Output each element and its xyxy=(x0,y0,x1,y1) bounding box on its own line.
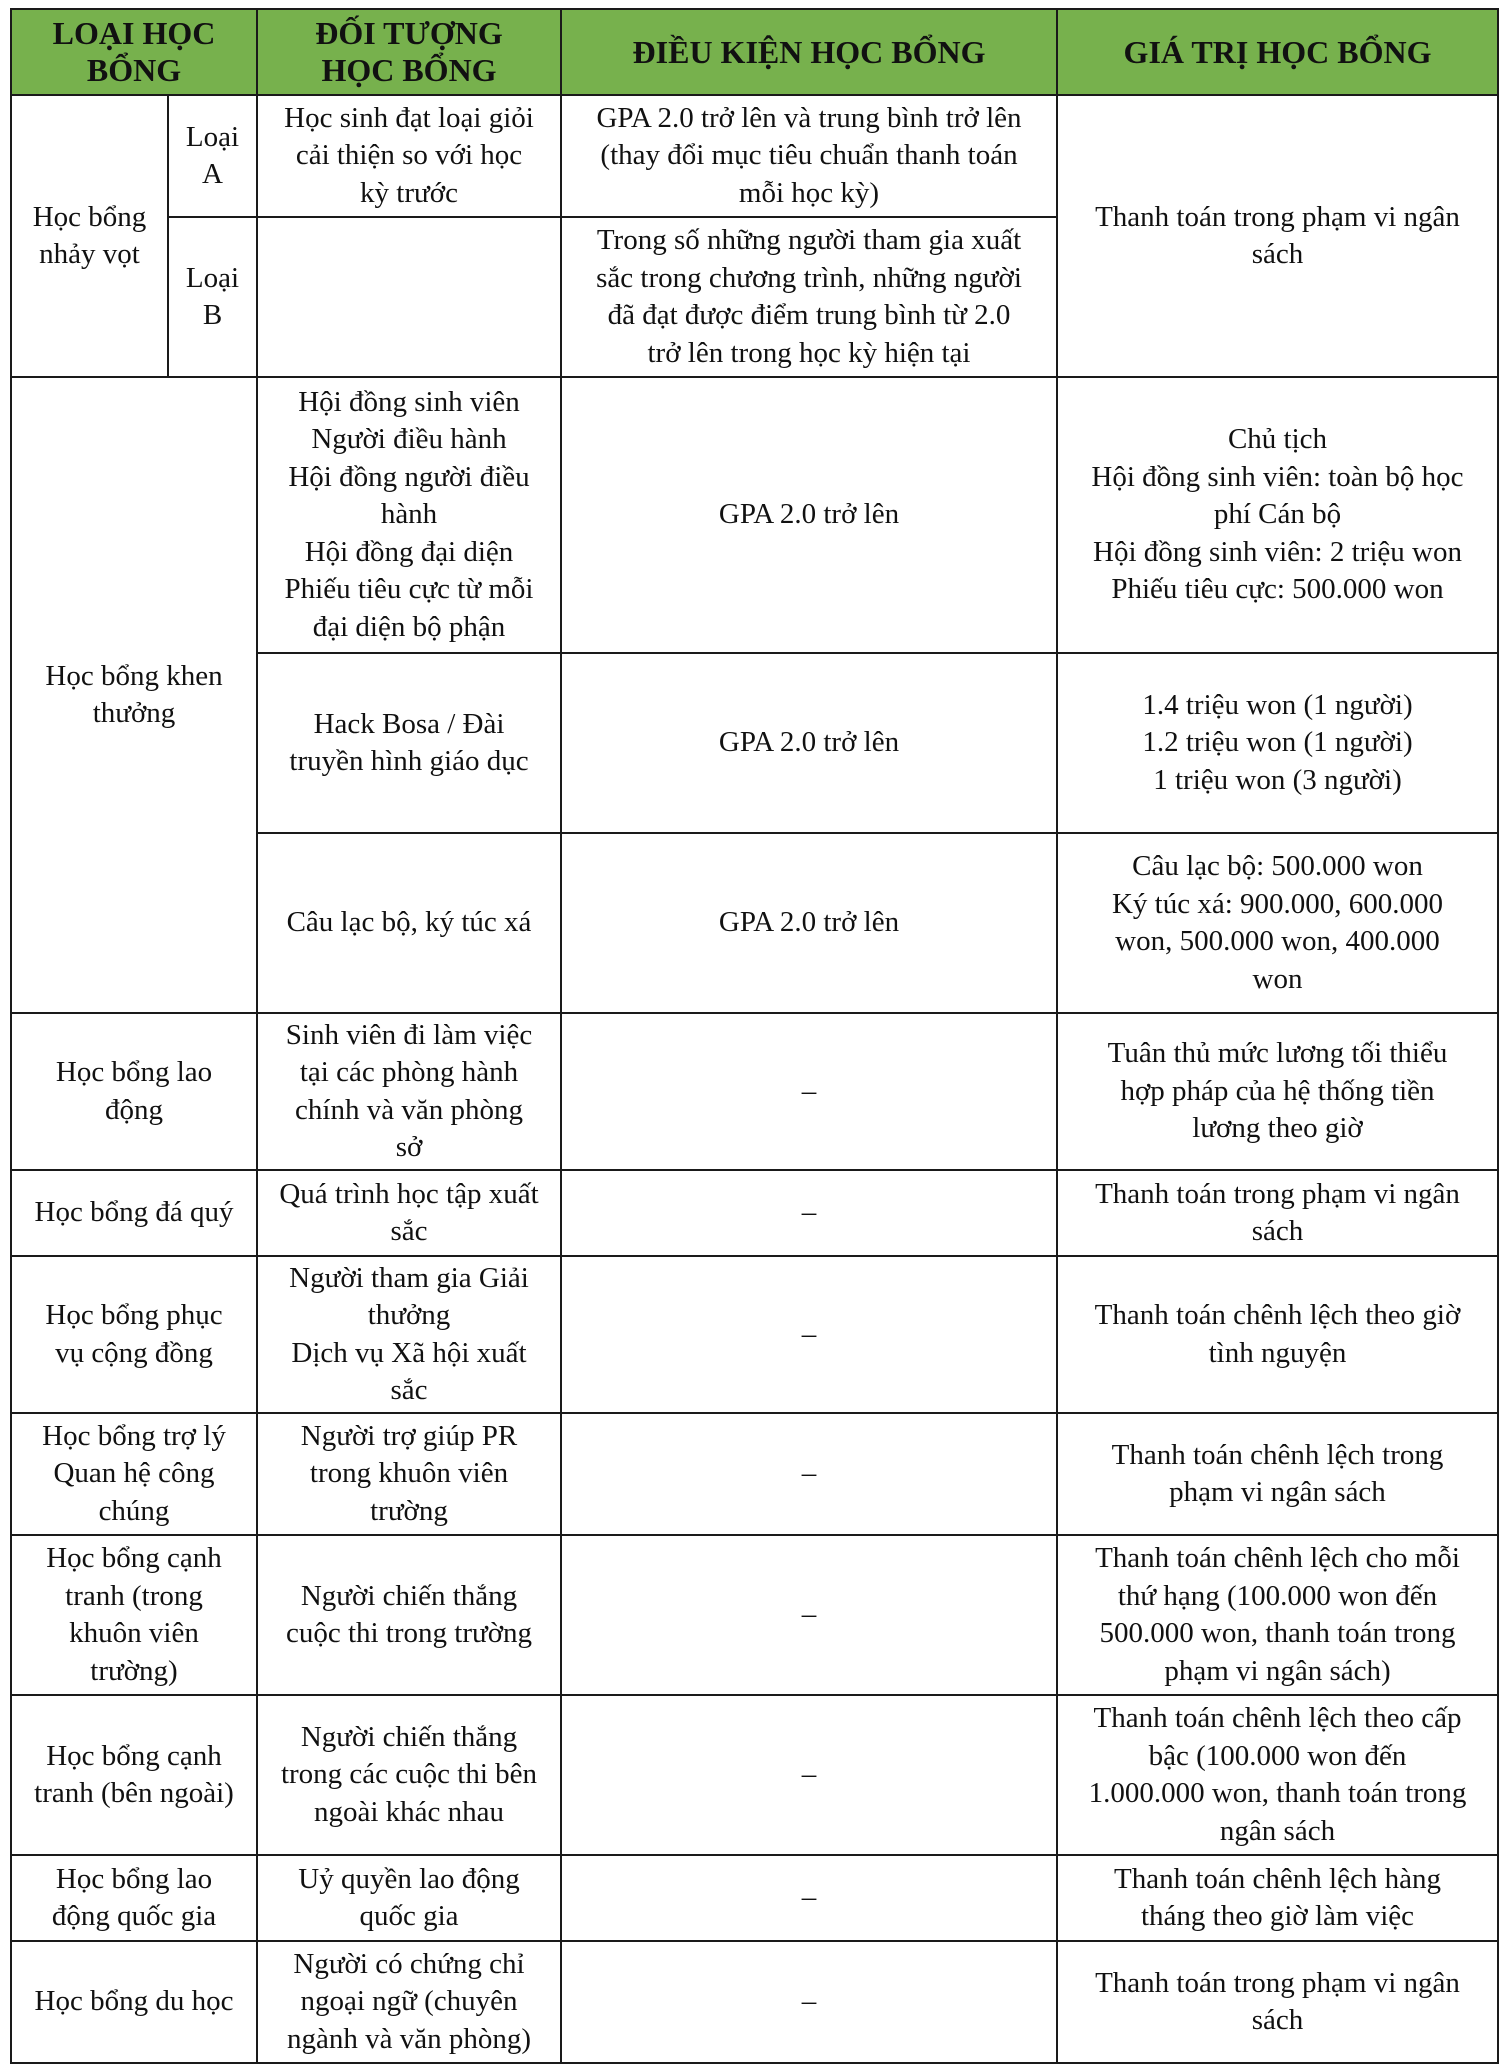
row-condition: GPA 2.0 trở lên xyxy=(561,377,1057,653)
row-value: Thanh toán trong phạm vi ngân sách xyxy=(1057,1941,1498,2063)
header-condition: ĐIỀU KIỆN HỌC BỔNG xyxy=(561,9,1057,95)
row-value: Thanh toán chênh lệch cho mỗi thứ hạng (100.000 won đến 500.000 won, thanh toán trong phạm vi ngân sách) xyxy=(1057,1535,1498,1695)
row-value: Thanh toán trong phạm vi ngân sách xyxy=(1057,95,1498,377)
row-type-name: Học bổng lao động xyxy=(11,1013,257,1170)
row-target: Quá trình học tập xuất sắc xyxy=(257,1170,561,1256)
row-target: Uỷ quyền lao động quốc gia xyxy=(257,1855,561,1941)
row-condition: – xyxy=(561,1413,1057,1535)
table-row xyxy=(11,95,1498,217)
row-type-name: Học bổng trợ lý Quan hệ công chúng xyxy=(11,1413,257,1535)
row-condition: – xyxy=(561,1013,1057,1170)
row-type-name: Học bổng khen thưởng xyxy=(11,377,257,1013)
header-target: ĐỐI TƯỢNG HỌC BỔNG xyxy=(257,9,561,95)
row-value: Thanh toán chênh lệch trong phạm vi ngân sách xyxy=(1057,1413,1498,1535)
row-condition: – xyxy=(561,1855,1057,1941)
row-value: Thanh toán chênh lệch theo cấp bậc (100.000 won đến 1.000.000 won, thanh toán trong ngân sách xyxy=(1057,1695,1498,1855)
row-target xyxy=(257,217,561,377)
row-target: Người tham gia Giải thưởng Dịch vụ Xã hội xuất sắc xyxy=(257,1256,561,1413)
row-target: Người có chứng chỉ ngoại ngữ (chuyên ngành và văn phòng) xyxy=(257,1941,561,2063)
table-row xyxy=(11,1941,1498,2063)
row-condition: – xyxy=(561,1941,1057,2063)
row-type-name: Học bổng lao động quốc gia xyxy=(11,1855,257,1941)
header-value: GIÁ TRỊ HỌC BỔNG xyxy=(1057,9,1498,95)
row-value: Thanh toán trong phạm vi ngân sách xyxy=(1057,1170,1498,1256)
table-row xyxy=(11,377,1498,653)
row-target: Sinh viên đi làm việc tại các phòng hành chính và văn phòng sở xyxy=(257,1013,561,1170)
row-target: Người trợ giúp PR trong khuôn viên trường xyxy=(257,1413,561,1535)
row-value: Thanh toán chênh lệch theo giờ tình nguyện xyxy=(1057,1256,1498,1413)
table-row xyxy=(11,1413,1498,1535)
table-row xyxy=(11,1170,1498,1256)
row-condition: – xyxy=(561,1695,1057,1855)
header-row xyxy=(11,9,1498,95)
row-target: Hội đồng sinh viên Người điều hành Hội đồng người điều hành Hội đồng đại diện Phiếu tiêu cực từ mỗi đại diện bộ phận xyxy=(257,377,561,653)
row-subtype: Loại A xyxy=(168,95,257,217)
row-type-name: Học bổng phục vụ cộng đồng xyxy=(11,1256,257,1413)
row-condition: – xyxy=(561,1170,1057,1256)
row-condition: GPA 2.0 trở lên xyxy=(561,653,1057,833)
row-condition: – xyxy=(561,1256,1057,1413)
row-type-name: Học bổng nhảy vọt xyxy=(11,95,168,377)
row-target: Học sinh đạt loại giỏi cải thiện so với học kỳ trước xyxy=(257,95,561,217)
row-value: Tuân thủ mức lương tối thiểu hợp pháp của hệ thống tiền lương theo giờ xyxy=(1057,1013,1498,1170)
row-target: Người chiến thắng cuộc thi trong trường xyxy=(257,1535,561,1695)
scholarship-table xyxy=(10,8,1499,2064)
row-condition: GPA 2.0 trở lên xyxy=(561,833,1057,1013)
row-value: 1.4 triệu won (1 người) 1.2 triệu won (1 người) 1 triệu won (3 người) xyxy=(1057,653,1498,833)
row-subtype: Loại B xyxy=(168,217,257,377)
row-type-name: Học bổng cạnh tranh (trong khuôn viên trường) xyxy=(11,1535,257,1695)
table-row xyxy=(11,1695,1498,1855)
row-value: Chủ tịch Hội đồng sinh viên: toàn bộ học phí Cán bộ Hội đồng sinh viên: 2 triệu won Phiếu tiêu cực: 500.000 won xyxy=(1057,377,1498,653)
row-target: Câu lạc bộ, ký túc xá xyxy=(257,833,561,1013)
table-row xyxy=(11,1256,1498,1413)
table-row xyxy=(11,1535,1498,1695)
row-target: Người chiến thắng trong các cuộc thi bên ngoài khác nhau xyxy=(257,1695,561,1855)
row-type-name: Học bổng đá quý xyxy=(11,1170,257,1256)
row-value: Thanh toán chênh lệch hàng tháng theo giờ làm việc xyxy=(1057,1855,1498,1941)
table-row xyxy=(11,1855,1498,1941)
row-type-name: Học bổng cạnh tranh (bên ngoài) xyxy=(11,1695,257,1855)
row-condition: GPA 2.0 trở lên và trung bình trở lên (thay đổi mục tiêu chuẩn thanh toán mỗi học kỳ) xyxy=(561,95,1057,217)
header-type: LOẠI HỌC BỔNG xyxy=(11,9,257,95)
table-row xyxy=(11,1013,1498,1170)
row-type-name: Học bổng du học xyxy=(11,1941,257,2063)
row-condition: Trong số những người tham gia xuất sắc trong chương trình, những người đã đạt được điểm trung bình từ 2.0 trở lên trong học kỳ hiện tại xyxy=(561,217,1057,377)
row-target: Hack Bosa / Đài truyền hình giáo dục xyxy=(257,653,561,833)
row-condition: – xyxy=(561,1535,1057,1695)
row-value: Câu lạc bộ: 500.000 won Ký túc xá: 900.000, 600.000 won, 500.000 won, 400.000 won xyxy=(1057,833,1498,1013)
